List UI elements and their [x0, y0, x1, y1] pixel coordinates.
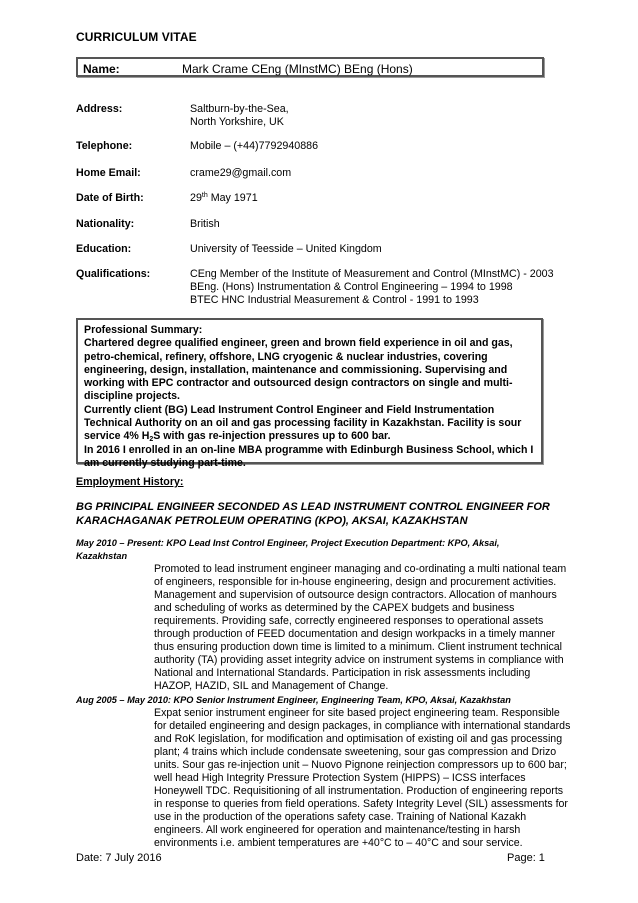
telephone-value: Mobile – (+44)7792940886 — [190, 140, 319, 152]
document-title: CURRICULUM VITAE — [76, 30, 197, 44]
summary-line: In 2016 I enrolled in an on-line MBA programme with Edinburgh Business School, which I — [84, 443, 534, 456]
job-description-1 — [154, 563, 566, 693]
qualifications-value — [190, 268, 554, 307]
summary-line: working with EPC contractor and outsourced design contractors on single and multi- — [84, 377, 513, 390]
address-value — [190, 103, 289, 129]
job-desc-line: units. Sour gas re-injection unit – Nuovo Pignone reinjection compressors up to 600 bar; — [154, 759, 567, 771]
job-desc-line: environments i.e. ambient temperatures are +40°C to – 40°C and sour service. — [154, 837, 523, 849]
job-desc-line: Honeywell TDC. Requisitioning of all instrumentation. Production of engineering reports — [154, 785, 564, 797]
address-label: Address: — [76, 103, 123, 115]
footer-page-number: Page: 1 — [507, 852, 545, 864]
name-box — [76, 57, 544, 77]
summary-line: Technical Authority on an oil and gas processing facility in Kazakhstan. Facility is sour — [84, 417, 522, 430]
nationality-label: Nationality: — [76, 218, 135, 230]
job-desc-line: thus ensuring production down time is limited to a minimum. Client instrument technical — [154, 641, 563, 653]
job-desc-line: and RoK legislation, for modification and optimisation of existing oil and gas processing — [154, 733, 563, 745]
job-desc-line: authority (TA) providing asset integrity advice on instrument systems in compliance with — [154, 654, 564, 666]
company-heading-line: KARACHAGANAK PETROLEUM OPERATING (KPO), AKSAI, KAZAKHSTAN — [76, 515, 468, 527]
job-desc-line: requirements. Providing safe, correctly engineered responses to operational assets — [154, 615, 544, 627]
job-title-1 — [76, 537, 499, 563]
job-desc-line: through production of FEED documentation and design workpacks in a timely manner — [154, 628, 556, 640]
email-value: crame29@gmail.com — [190, 167, 292, 179]
dob-suffix: th — [201, 192, 208, 199]
job-desc-line: well head High Integrity Pressure Protection System (HIPPS) – ICSS interfaces — [154, 772, 526, 784]
dob-value — [190, 192, 258, 205]
job-desc-line: for detailed engineering and design packages, in compliance with international standards — [154, 720, 571, 732]
summary-line: discipline projects. — [84, 390, 180, 403]
qualifications-label: Qualifications: — [76, 268, 151, 280]
job-title-line: May 2010 – Present: KPO Lead Inst Control Engineer, Project Execution Department: KPO, Aksai, — [76, 538, 500, 548]
job-description-2 — [154, 707, 570, 850]
job-desc-line: use in the production of the operations safety case. Training of National Kazakh — [154, 811, 527, 823]
education-label: Education: — [76, 243, 132, 255]
email-label: Home Email: — [76, 167, 141, 179]
job-title-line: Kazakhstan — [76, 551, 128, 561]
company-heading-line: BG PRINCIPAL ENGINEER SECONDED AS LEAD INSTRUMENT CONTROL ENGINEER FOR — [76, 501, 550, 513]
job-desc-line: and scheduling of works as determined by the CAPEX budgets and business — [154, 602, 515, 614]
job-desc-line: in response to queries from field operations. Safety Integrity Level (SIL) assessments for — [154, 798, 568, 810]
summary-line: Currently client (BG) Lead Instrument Control Engineer and Field Instrumentation — [84, 403, 495, 416]
education-value: University of Teesside – United Kingdom — [190, 243, 382, 255]
telephone-label: Telephone: — [76, 140, 133, 152]
employment-history-heading: Employment History: — [76, 476, 184, 488]
summary-line: petro-chemical, refinery, offshore, LNG cryogenic & nuclear industries, covering — [84, 350, 488, 363]
job-desc-line: plant; 4 trains which include condensate sweetening, sour gas compression and Drizo — [154, 746, 557, 758]
nationality-value: British — [190, 218, 220, 230]
footer-date: Date: 7 July 2016 — [76, 852, 162, 864]
job-desc-line: National and International Standards. Participation in risk assessments including — [154, 667, 531, 679]
job-desc-line: Expat senior instrument engineer for site based project engineering team. Responsible — [154, 707, 560, 719]
dob-rest: May 1971 — [207, 192, 258, 204]
job-desc-line: Management and supervision of outsource design contractors. Allocation of manhours — [154, 589, 557, 601]
summary-h2s-prefix: service 4% H — [84, 430, 150, 443]
summary-line: Chartered degree qualified engineer, green and brown field experience in oil and gas, — [84, 337, 513, 350]
name-value: Mark Crame CEng (MInstMC) BEng (Hons) — [182, 62, 413, 76]
summary-line: engineering, design, installation, maintenance and commissioning. Supervising and — [84, 363, 508, 376]
summary-h2s-sub: 2 — [149, 436, 154, 444]
dob-day: 29 — [190, 192, 202, 204]
job-desc-line: HAZOP, HAZID, SIL and Management of Change. — [154, 680, 389, 692]
dob-label: Date of Birth: — [76, 192, 144, 204]
job-title-line: Aug 2005 – May 2010: KPO Senior Instrument Engineer, Engineering Team, KPO, Aksai, Kazakhstan — [76, 695, 511, 705]
qualification-line: CEng Member of the Institute of Measurement and Control (MInstMC) - 2003 — [190, 268, 554, 280]
summary-line: am currently studying part-time. — [84, 456, 246, 469]
summary-h2s-suffix: S with gas re-injection pressures up to 600 bar. — [153, 430, 391, 443]
address-line: North Yorkshire, UK — [190, 116, 284, 128]
job-title-2 — [76, 694, 511, 707]
qualification-line: BTEC HNC Industrial Measurement & Control - 1991 to 1993 — [190, 294, 479, 306]
name-label: Name: — [83, 62, 120, 76]
professional-summary-box — [76, 318, 543, 469]
summary-heading: Professional Summary: — [84, 324, 203, 336]
job-desc-line: engineers. All work engineered for operation and maintenance/testing in harsh — [154, 824, 521, 836]
address-line: Saltburn-by-the-Sea, — [190, 103, 289, 115]
summary-line-h2s — [84, 430, 535, 443]
job-desc-line: Promoted to lead instrument engineer managing and co-ordinating a multi national team — [154, 563, 567, 575]
qualification-line: BEng. (Hons) Instrumentation & Control Engineering – 1994 to 1998 — [190, 281, 513, 293]
company-heading — [76, 500, 550, 528]
job-desc-line: of engineers, responsible for in-house engineering, design and procurement activities. — [154, 576, 557, 588]
